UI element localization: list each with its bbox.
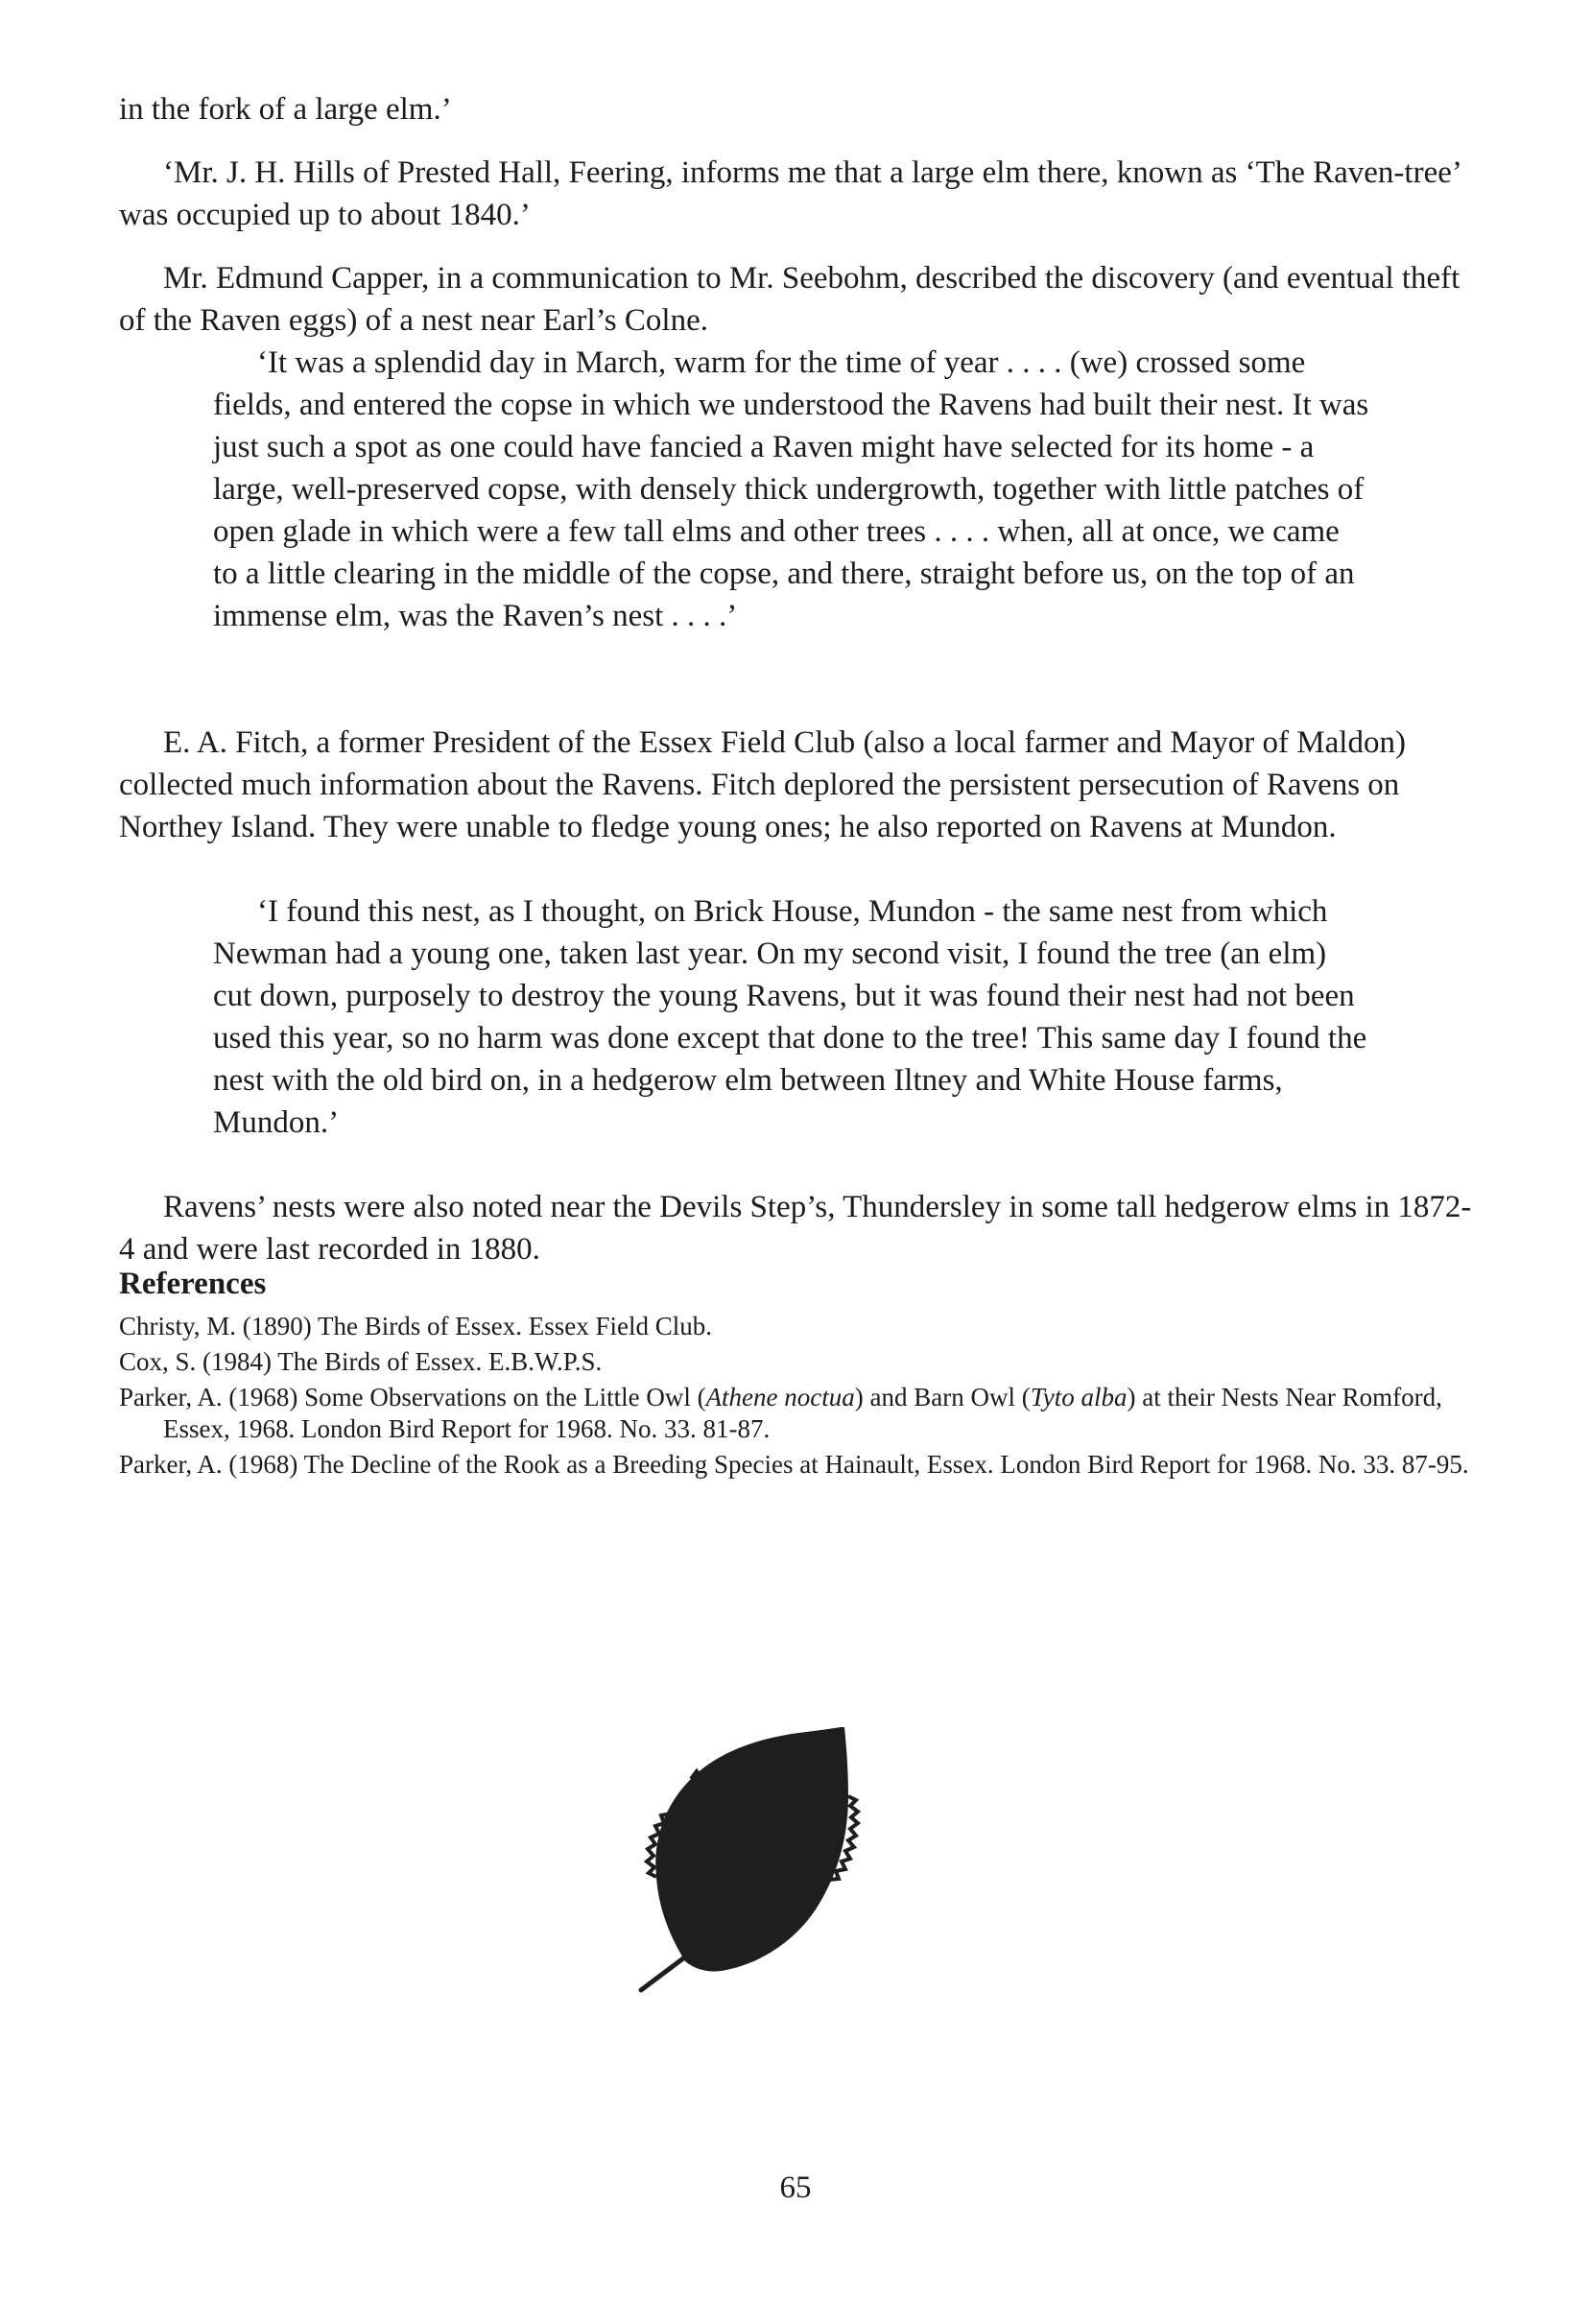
paragraph-edmund-capper: Mr. Edmund Capper, in a communication to Mr. Seebohm, described the discovery (and eventual theft of the Raven eggs) of a nest near Earl’s Colne. [119,261,1460,338]
references-heading: References [119,1267,267,1301]
quote-brick-house: ‘I found this nest, as I thought, on Brick House, Mundon - the same nest from which Newman had a young one, taken last year. On my second visit, I found the tree (an elm) cut down, purposely to destroy the young Ravens, but it was found their nest had not been used this year, so no harm was done except that done to the tree! This same day I found the nest with the old bird on, in a hedgerow elm between Iltney and White House farms, Mundon.’ [213,894,1367,1140]
reference-parker-owl-after: ) at their Nests Near Romford, Essex, 1968. London Bird Report for 1968. No. 33. 81-87. [163,1383,1442,1443]
references-list [119,1311,1472,1484]
species-name-tyto-alba: Tyto alba [1030,1383,1128,1411]
species-name-athene-noctua: Athene noctua [705,1383,855,1411]
reference-item [119,1346,1472,1378]
paragraph-fork-of-elm: in the fork of a large elm.’ [119,92,452,127]
paragraph-raven-tree: ‘Mr. J. H. Hills of Prested Hall, Feering, informs me that a large elm there, known as ‘The Raven-tree’ was occupied up to about 1840.’ [119,155,1460,232]
leaf-icon [603,1723,881,2011]
page-number: 65 [779,2170,812,2205]
reference-cox: Cox, S. (1984) The Birds of Essex. E.B.W.P.S. [119,1347,603,1376]
reference-parker-owl-middle: ) and Barn Owl ( [854,1383,1031,1411]
paragraph-ea-fitch: E. A. Fitch, a former President of the Essex Field Club (also a local farmer and Mayor of Maldon) collected much information about the Ravens. Fitch deplored the persistent persecution of Ravens on Northey Island. They were unable to fledge young ones; he also reported on Ravens at Mundon. [119,725,1406,844]
reference-parker-owl-before: Parker, A. (1968) Some Observations on the Little Owl ( [119,1383,706,1411]
paragraph-devils-steps: Ravens’ nests were also noted near the Devils Step’s, Thundersley in some tall hedgerow elms in 1872-4 and were last recorded in 1880. [119,1190,1472,1267]
reference-parker-rook: Parker, A. (1968) The Decline of the Rook as a Breeding Species at Hainault, Essex. London Bird Report for 1968. No. 33. 87-95. [119,1450,1469,1479]
quote-splendid-day: ‘It was a splendid day in March, warm for the time of year . . . . (we) crossed some fields, and entered the copse in which we understood the Ravens had built their nest. It was just such a spot as one could have fancied a Raven might have selected for its home - a large, well-preserved copse, with densely thick undergrowth, together with little patches of open glade in which were a few tall elms and other trees . . . . when, all at once, we came to a little clearing in the middle of the copse, and there, straight before us, on the top of an immense elm, was the Raven’s nest . . . .’ [213,345,1369,633]
reference-item [119,1449,1472,1481]
reference-christy: Christy, M. (1890) The Birds of Essex. Essex Field Club. [119,1312,712,1340]
reference-item [119,1382,1472,1445]
reference-item [119,1311,1472,1342]
